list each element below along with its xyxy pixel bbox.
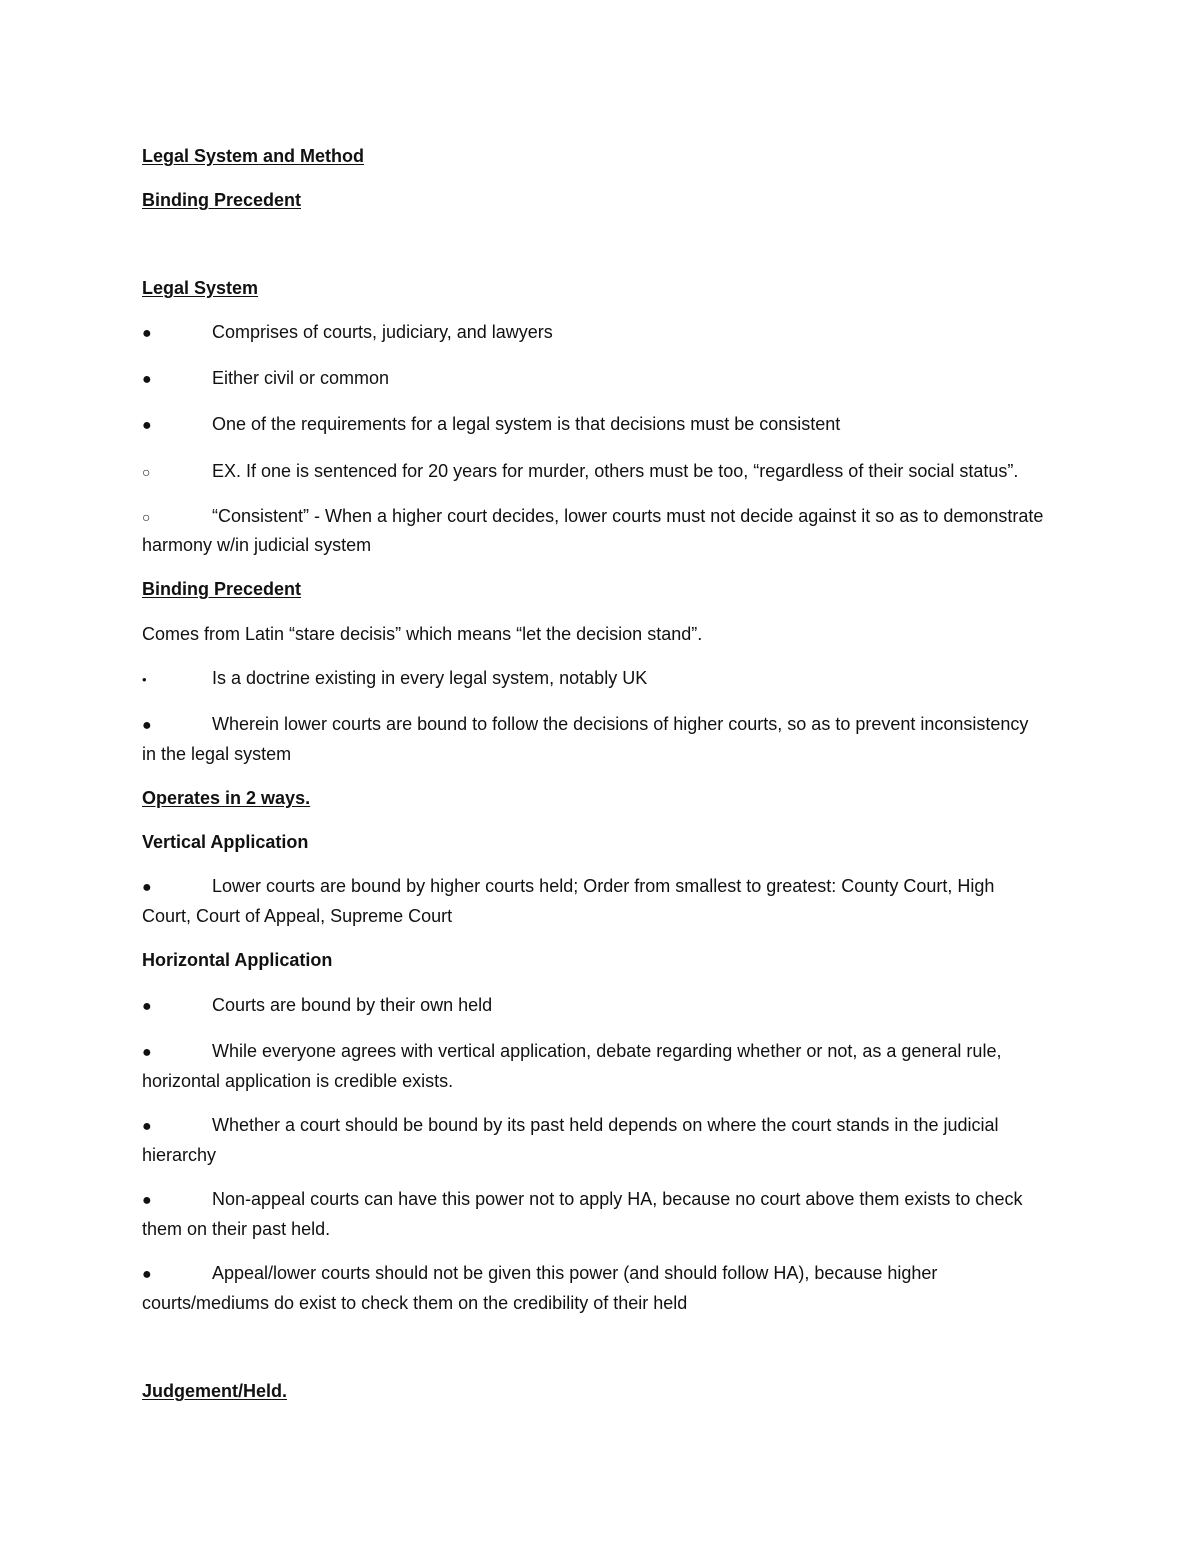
bullet-text: Non-appeal courts can have this power not to apply HA, because no court above them exists to check them on their past held. bbox=[142, 1189, 1023, 1239]
binding-precedent-intro: Comes from Latin “stare decisis” which means “let the decision stand”. bbox=[142, 624, 703, 644]
list-item bbox=[142, 1111, 1047, 1169]
section-heading-binding-precedent: Binding Precedent bbox=[142, 579, 302, 599]
list-item bbox=[142, 1037, 1047, 1095]
bullet-icon: ● bbox=[142, 417, 152, 434]
hollow-bullet-icon: ○ bbox=[142, 509, 151, 525]
bullet-text: One of the requirements for a legal system is that decisions must be consistent bbox=[212, 414, 841, 434]
bullet-text: Comprises of courts, judiciary, and lawyers bbox=[212, 322, 553, 342]
bullet-text: Appeal/lower courts should not be given this power (and should follow HA), because higher courts/mediums do exist to check them on the credibility of their held bbox=[142, 1263, 938, 1313]
bullet-text: Either civil or common bbox=[212, 368, 390, 388]
bullet-icon: ● bbox=[142, 1192, 152, 1209]
list-item bbox=[142, 664, 1047, 694]
section-heading-vertical: Vertical Application bbox=[142, 832, 309, 852]
bullet-text: “Consistent” - When a higher court decides, lower courts must not decide against it so as to demonstrate harmony w/in judicial system bbox=[142, 506, 1044, 555]
hollow-bullet-icon: ○ bbox=[142, 464, 151, 480]
bullet-text: Whether a court should be bound by its past held depends on where the court stands in the judicial hierarchy bbox=[142, 1115, 999, 1165]
list-item bbox=[142, 710, 1047, 768]
bullet-text: Is a doctrine existing in every legal system, notably UK bbox=[212, 668, 648, 688]
document-title: Legal System and Method bbox=[142, 146, 365, 166]
bullet-icon: ● bbox=[142, 717, 152, 734]
bullet-text: Wherein lower courts are bound to follow the decisions of higher courts, so as to prevent inconsistency in the legal system bbox=[142, 714, 1029, 764]
bullet-icon: ● bbox=[142, 879, 152, 896]
list-item bbox=[142, 1259, 1047, 1317]
list-item bbox=[142, 410, 1047, 440]
section-heading-horizontal: Horizontal Application bbox=[142, 950, 333, 970]
document-body bbox=[142, 142, 1047, 1405]
bullet-icon: ● bbox=[142, 325, 152, 342]
bullet-text: Courts are bound by their own held bbox=[212, 995, 493, 1015]
bullet-text: While everyone agrees with vertical application, debate regarding whether or not, as a general rule, horizontal application is credible exists. bbox=[142, 1041, 1002, 1091]
bullet-icon: ● bbox=[142, 1118, 152, 1135]
list-item bbox=[142, 364, 1047, 394]
bullet-text: Lower courts are bound by higher courts held; Order from smallest to greatest: County Court, High Court, Court of Appeal, Supreme Court bbox=[142, 876, 995, 926]
section-heading-judgement: Judgement/Held. bbox=[142, 1381, 288, 1401]
bullet-icon: ● bbox=[142, 998, 152, 1015]
bullet-icon: • bbox=[142, 672, 147, 687]
list-item bbox=[142, 457, 1047, 486]
bullet-icon: ● bbox=[142, 1044, 152, 1061]
list-item bbox=[142, 991, 1047, 1021]
bullet-text: EX. If one is sentenced for 20 years for murder, others must be too, “regardless of their social status”. bbox=[212, 461, 1019, 481]
list-item bbox=[142, 872, 1047, 930]
list-item bbox=[142, 1185, 1047, 1243]
list-item bbox=[142, 318, 1047, 348]
section-heading-operates: Operates in 2 ways. bbox=[142, 788, 311, 808]
bullet-icon: ● bbox=[142, 1266, 152, 1283]
section-heading-legal-system: Legal System bbox=[142, 278, 259, 298]
list-item bbox=[142, 502, 1047, 559]
bullet-icon: ● bbox=[142, 371, 152, 388]
document-subtitle: Binding Precedent bbox=[142, 190, 302, 210]
